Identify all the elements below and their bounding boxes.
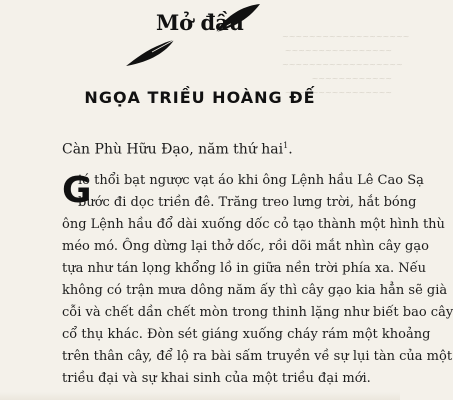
body-line: tựa như tán lọng khổng lồ in giữa nền trời phía xa. Nếu	[62, 261, 426, 276]
body-paragraph	[62, 170, 453, 390]
section-title: NGỌA TRIỀU HOÀNG ĐẾ	[84, 88, 316, 107]
footnote-mark: 1	[283, 141, 289, 150]
date-text: Càn Phù Hữu Đạo, năm thứ hai	[62, 141, 284, 158]
body-line: cổ thụ khác. Đòn sét giáng xuống cháy rám một khoảng	[62, 327, 431, 342]
feather-icon	[122, 38, 176, 68]
date-line: Càn Phù Hữu Đạo, năm thứ hai$^1$.	[62, 141, 293, 158]
body-line: ông Lệnh hầu đổ dài xuống dốc cỏ tạo thành một hình thù	[62, 217, 445, 232]
body-line: bước đi dọc triền đê. Trăng treo lưng trời, hắt bóng	[78, 195, 417, 210]
body-line: ió thổi bạt ngược vạt áo khi ông Lệnh hầu Lê Cao Sạ	[78, 173, 424, 188]
body-line: triều đại và sự khai sinh của một triều đại mới.	[62, 371, 371, 386]
body-line: trên thân cây, để lộ ra bài sấm truyền về sự lụi tàn của một	[62, 349, 453, 364]
body-line: không có trận mưa dông năm ấy thì cây gạo kia hẳn sẽ già	[62, 283, 448, 298]
drop-cap: G	[62, 170, 92, 211]
body-line: cỗi và chết dần chết mòn trong thinh lặng như biết bao cây	[62, 305, 453, 320]
page-bottom-edge	[0, 392, 400, 400]
body-line: méo mó. Ông dừng lại thở dốc, rồi dõi mắt nhìn cây gạo	[62, 239, 429, 254]
show-through-text: ~~~~~~~~~~~~~~~~~~~ ~~~~~~~~~~~~~~~~ ~~~~~~~~~~~~~~~~~~ ~~~~~~~~~~~~ ~~~~~~~~~~~~~~~~	[282, 32, 410, 97]
chapter-title: Mở đầu	[155, 10, 245, 35]
